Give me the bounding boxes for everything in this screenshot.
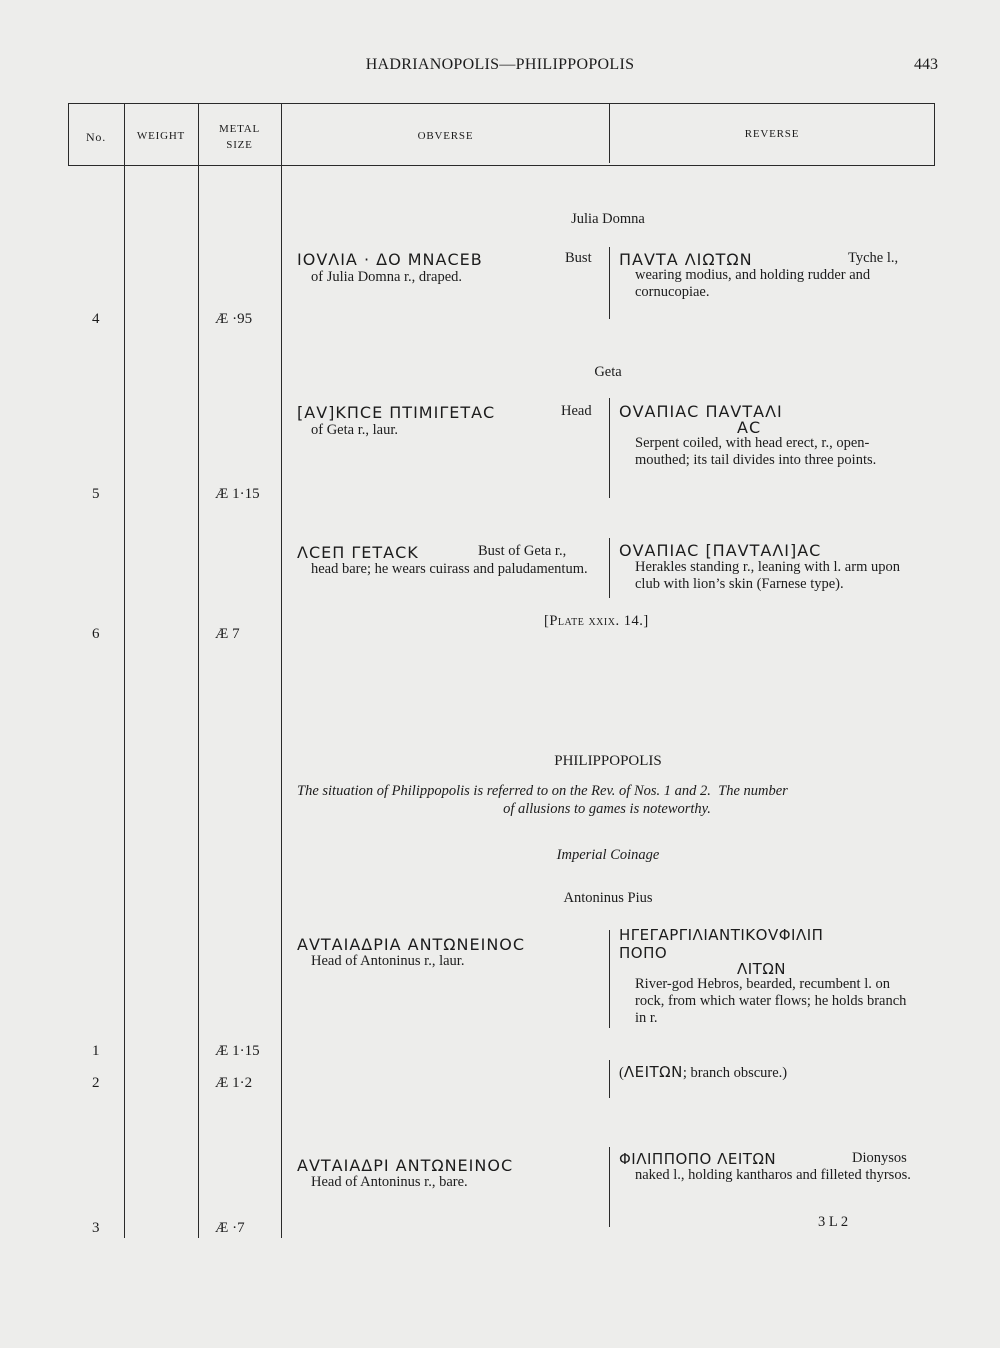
section-heading-imperial-coinage: Imperial Coinage — [556, 847, 660, 863]
entry-4-obverse-legend: ΙΟVΛΙΑ · ΔΟ ΜΝΑCΕΒ — [297, 250, 483, 269]
entry-4-obverse-reverse-divider — [609, 247, 610, 319]
column-heading-metal-size — [198, 121, 281, 153]
entry-p1-reverse-legend-line-1: ΗΓΕΓΑΡΓΙΛΙΑΝΤΙΚΟVΦΙΛΙΠ — [619, 926, 824, 944]
entry-p2-number: 2 — [92, 1075, 100, 1091]
entry-p3-obverse-description: Head of Antoninus r., bare. — [311, 1174, 468, 1190]
entry-4-reverse-legend: ΠΑVΤΑ ΛΙΩΤΩΝ — [619, 250, 753, 269]
section-heading-geta: Geta — [594, 364, 622, 380]
entry-p3-reverse-lead: Dionysos — [852, 1150, 907, 1166]
entry-p1-reverse-legend-line-2: ΠΟΠΟ — [619, 944, 668, 962]
entry-6-reverse-description: Herakles standing r., leaning with l. arm upon club with lion’s skin (Farnese type). — [635, 559, 900, 592]
entry-p1-reverse-description: River-god Hebros, bearded, recumbent l. on rock, from which water flows; he holds branch in r. — [635, 976, 907, 1026]
entry-p3-number: 3 — [92, 1220, 100, 1236]
column-heading-weight: WEIGHT — [136, 130, 186, 142]
entry-6-obverse-lead: Bust of Geta r., — [478, 543, 567, 559]
entry-4-reverse-description: wearing modius, and holding rudder and cornucopiae. — [635, 267, 871, 300]
entry-p2-reverse-note — [619, 1063, 787, 1082]
entry-5-obverse-description: of Geta r., laur. — [311, 422, 398, 438]
philippopolis-intro-line-2: of allusions to games is noteworthy. — [503, 801, 711, 817]
entry-5-number: 5 — [92, 486, 100, 502]
page-number: 443 — [914, 56, 938, 73]
entry-p2-reverse-legend: ΛΕΙΤΩΝ — [623, 1063, 683, 1081]
entry-6-obverse-reverse-divider — [609, 538, 610, 598]
section-heading-julia-domna: Julia Domna — [571, 211, 645, 227]
column-heading-size: SIZE — [226, 139, 253, 151]
entry-5-obverse-lead: Head — [561, 403, 592, 419]
entry-4-obverse-lead: Bust — [565, 250, 592, 266]
page-running-title: HADRIANOPOLIS—PHILIPPOPOLIS — [365, 56, 635, 73]
entry-4-number: 4 — [92, 311, 100, 327]
column-rule-metal — [281, 103, 282, 1238]
entry-5-reverse-legend-line-1: ΟVΑΠΙΑC ΠΑVΤΑΛΙ — [619, 402, 783, 421]
entry-p2-reverse-remark: ; branch obscure.) — [682, 1065, 788, 1081]
entry-p3-reverse-legend: ΦΙΛΙΠΠΟΠΟ ΛΕΙΤΩΝ — [619, 1150, 777, 1168]
entry-p1-reverse-legend-line-3: ΛΙΤΩΝ — [737, 960, 787, 978]
entry-4-reverse-lead: Tyche l., — [848, 250, 899, 266]
column-rule-right-edge — [934, 103, 935, 166]
entry-p3-obverse-legend: ΑVΤΑΙΑΔΡΙ ΑΝΤΩΝΕΙΝΟC — [297, 1156, 514, 1175]
entry-5-reverse-legend-line-2: ΑC — [737, 418, 762, 437]
column-heading-metal: METAL — [218, 123, 260, 135]
section-heading-philippopolis: PHILIPPOPOLIS — [554, 753, 662, 769]
entry-4-obverse-description: of Julia Domna r., draped. — [311, 269, 463, 285]
entry-6-plate-reference: [Plate xxix. 14.] — [544, 613, 649, 629]
entry-p1-obverse-legend: ΑVΤΑΙΑΔΡΙΑ ΑΝΤΩΝΕΙΝΟC — [297, 935, 526, 954]
entry-p3-metal-size: Æ ·7 — [215, 1220, 245, 1236]
entry-p1-metal-size: Æ 1·15 — [215, 1043, 260, 1059]
entry-p1-number: 1 — [92, 1043, 100, 1059]
entry-6-obverse-description: head bare; he wears cuirass and paludamentum. — [311, 561, 588, 577]
column-rule-no — [124, 103, 125, 1238]
entry-p2-reverse-paren: ( — [619, 1065, 624, 1081]
entry-6-number: 6 — [92, 626, 100, 642]
entry-6-obverse-legend: ΛCΕΠ ΓΕΤΑCΚ — [297, 543, 419, 562]
column-rule-weight — [198, 103, 199, 1238]
column-heading-obverse: OBVERSE — [417, 130, 474, 142]
entry-p2-metal-size: Æ 1·2 — [215, 1075, 253, 1091]
column-heading-no: No. — [85, 130, 107, 144]
entry-5-reverse-description: Serpent coiled, with head erect, r., open-mouthed; its tail divides into three points. — [635, 435, 877, 468]
section-heading-antoninus-pius: Antoninus Pius — [563, 890, 653, 906]
printer-signature-mark: 3 L 2 — [818, 1214, 849, 1230]
entry-5-obverse-legend: [ΑV]ΚΠCΕ ΠΤΙΜΙΓΕΤΑC — [297, 403, 496, 422]
entry-p3-obverse-reverse-divider — [609, 1147, 610, 1227]
entry-p2-obverse-reverse-divider — [609, 1060, 610, 1098]
philippopolis-intro-line-1: The situation of Philippopolis is referred to on the Rev. of Nos. 1 and 2. The number — [297, 783, 788, 799]
entry-p1-obverse-reverse-divider — [609, 930, 610, 1028]
entry-6-reverse-legend: ΟVΑΠΙΑC [ΠΑVΤΑΛΙ]ΑC — [619, 541, 822, 560]
entry-4-metal-size: Æ ·95 — [215, 311, 253, 327]
entry-6-metal-size: Æ 7 — [215, 626, 240, 642]
entry-p3-reverse-description: naked l., holding kantharos and filleted thyrsos. — [635, 1167, 911, 1183]
entry-5-metal-size: Æ 1·15 — [215, 486, 260, 502]
column-heading-reverse: REVERSE — [744, 128, 800, 140]
entry-p1-obverse-description: Head of Antoninus r., laur. — [311, 953, 465, 969]
entry-5-obverse-reverse-divider — [609, 398, 610, 498]
